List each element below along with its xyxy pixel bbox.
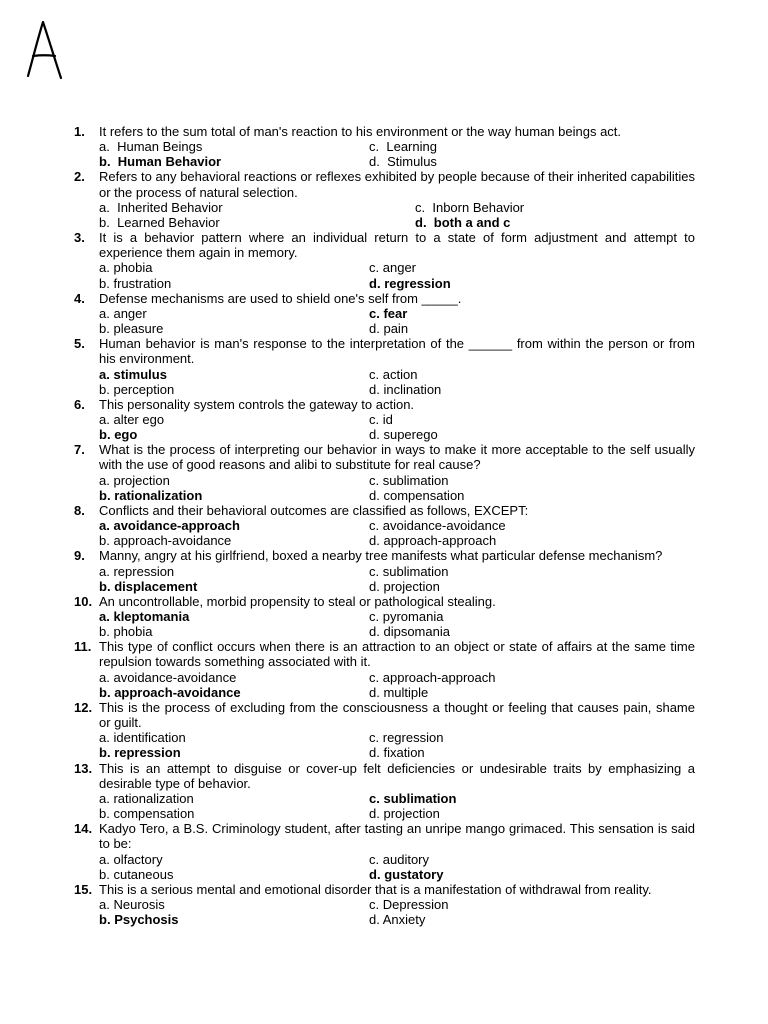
answer-options bbox=[99, 473, 695, 503]
option-letter: d. bbox=[369, 866, 381, 882]
option-b bbox=[99, 215, 415, 230]
question-text: This is a serious mental and emotional disorder that is a manifestation of withdrawal from reality. bbox=[99, 881, 652, 897]
option-text: alter ego bbox=[113, 411, 165, 427]
option-d bbox=[369, 533, 639, 548]
option-letter: b. bbox=[99, 427, 111, 443]
handwritten-letter-a bbox=[24, 18, 64, 80]
answer-options bbox=[99, 852, 695, 882]
question-6 bbox=[74, 397, 695, 442]
option-text: regression bbox=[382, 730, 444, 746]
question-number: 1. bbox=[74, 124, 85, 139]
question-11 bbox=[74, 639, 695, 700]
option-d bbox=[369, 154, 639, 169]
option-d bbox=[369, 427, 639, 442]
option-letter: c. bbox=[369, 139, 380, 155]
option-c bbox=[369, 609, 639, 624]
option-text: Depression bbox=[382, 896, 449, 912]
option-text: both a and c bbox=[433, 214, 511, 230]
question-15 bbox=[74, 882, 695, 927]
option-d bbox=[369, 624, 639, 639]
option-d-correct-answer bbox=[415, 215, 685, 230]
option-b-correct-answer bbox=[99, 427, 369, 442]
question-text: What is the process of interpreting our behavior in ways to make it more acceptable to the self usually with the use of good reasons and alibi to substitute for real cause? bbox=[99, 442, 695, 473]
option-text: multiple bbox=[383, 684, 429, 700]
option-letter: c. bbox=[369, 260, 380, 276]
question-1 bbox=[74, 124, 695, 169]
option-a bbox=[99, 670, 369, 685]
question-text: Conflicts and their behavioral outcomes are classified as follows, EXCEPT: bbox=[99, 502, 529, 518]
question-text: This is the process of excluding from the consciousness a thought or feeling that causes pain, shame or guilt. bbox=[99, 699, 695, 731]
option-text: fear bbox=[383, 305, 408, 321]
option-text: gustatory bbox=[384, 866, 444, 882]
option-letter: b. bbox=[99, 381, 110, 397]
option-letter: c. bbox=[369, 411, 380, 427]
answer-options bbox=[99, 609, 695, 639]
option-b bbox=[99, 382, 369, 397]
answer-options bbox=[99, 367, 695, 397]
answer-options bbox=[99, 730, 695, 760]
option-d bbox=[369, 321, 639, 336]
option-letter: a. bbox=[99, 563, 110, 579]
answer-options bbox=[99, 564, 695, 594]
question-number: 5. bbox=[74, 336, 85, 352]
option-letter: c. bbox=[369, 669, 380, 685]
option-letter: a. bbox=[99, 199, 110, 215]
option-letter: c. bbox=[369, 896, 380, 912]
option-text: avoidance-avoidance bbox=[382, 518, 506, 534]
option-letter: b. bbox=[99, 745, 111, 761]
option-text: Human Beings bbox=[117, 139, 203, 155]
option-text: identification bbox=[113, 730, 186, 746]
option-a bbox=[99, 852, 369, 867]
option-text: rationalization bbox=[113, 790, 194, 806]
option-a bbox=[99, 260, 369, 275]
option-text: approach-approach bbox=[382, 669, 496, 685]
option-text: stimulus bbox=[113, 366, 167, 382]
option-text: phobia bbox=[113, 260, 153, 276]
option-c bbox=[369, 367, 639, 382]
option-letter: a. bbox=[99, 518, 110, 534]
question-text: This type of conflict occurs when there is an attraction to an object or state of affairs at the same time repulsion towards something associated with it. bbox=[99, 639, 695, 670]
option-text: compensation bbox=[113, 806, 195, 822]
option-c bbox=[369, 260, 639, 275]
option-text: dipsomania bbox=[383, 624, 450, 640]
option-text: anger bbox=[382, 260, 416, 276]
option-text: pleasure bbox=[113, 321, 164, 337]
option-text: olfactory bbox=[113, 851, 163, 867]
option-letter: a. bbox=[99, 790, 110, 806]
question-number: 3. bbox=[74, 230, 85, 246]
option-text: cutaneous bbox=[113, 866, 174, 882]
option-letter: d. bbox=[369, 745, 380, 761]
question-13 bbox=[74, 761, 695, 822]
question-text: Manny, angry at his girlfriend, boxed a nearby tree manifests what particular defense mechanism? bbox=[99, 548, 663, 564]
question-text: Defense mechanisms are used to shield one's self from _____. bbox=[99, 290, 462, 306]
option-c bbox=[369, 897, 639, 912]
option-letter: b. bbox=[99, 912, 111, 928]
option-b bbox=[99, 806, 369, 821]
option-text: kleptomania bbox=[113, 609, 190, 624]
option-letter: c. bbox=[369, 609, 380, 624]
option-letter: b. bbox=[99, 321, 110, 337]
answer-options bbox=[99, 670, 695, 700]
option-letter: c. bbox=[415, 199, 426, 215]
answer-options bbox=[99, 518, 695, 548]
option-text: projection bbox=[113, 472, 170, 488]
option-letter: c. bbox=[369, 518, 380, 534]
option-d bbox=[369, 579, 639, 594]
option-letter: d. bbox=[369, 684, 380, 700]
option-b bbox=[99, 533, 369, 548]
option-text: repression bbox=[114, 745, 181, 761]
option-a-correct-answer bbox=[99, 367, 369, 382]
option-d bbox=[369, 912, 639, 927]
option-c bbox=[369, 564, 639, 579]
option-letter: b. bbox=[99, 578, 111, 594]
answer-options bbox=[99, 897, 695, 927]
option-text: pain bbox=[383, 321, 409, 337]
option-c bbox=[369, 670, 639, 685]
option-letter: d. bbox=[369, 533, 380, 549]
option-c bbox=[415, 200, 685, 215]
option-d bbox=[369, 745, 639, 760]
option-text: Stimulus bbox=[387, 154, 437, 170]
option-text: avoidance-approach bbox=[113, 518, 240, 534]
question-2 bbox=[74, 169, 695, 230]
option-letter: b. bbox=[99, 487, 111, 503]
option-letter: c. bbox=[369, 305, 380, 321]
option-text: Human Behavior bbox=[117, 154, 222, 170]
option-b bbox=[99, 321, 369, 336]
option-c-correct-answer bbox=[369, 306, 639, 321]
option-b bbox=[99, 624, 369, 639]
option-letter: d. bbox=[369, 154, 380, 170]
option-letter: d. bbox=[369, 275, 381, 291]
option-c bbox=[369, 730, 639, 745]
option-d bbox=[369, 806, 639, 821]
option-letter: c. bbox=[369, 851, 380, 867]
option-letter: a. bbox=[99, 609, 110, 624]
option-text: id bbox=[382, 411, 393, 427]
option-letter: b. bbox=[99, 214, 110, 230]
option-text: phobia bbox=[113, 624, 153, 640]
option-letter: b. bbox=[99, 866, 110, 882]
option-d-correct-answer bbox=[369, 867, 639, 882]
option-text: action bbox=[382, 366, 418, 382]
question-7 bbox=[74, 442, 695, 503]
option-text: Learned Behavior bbox=[117, 214, 220, 230]
option-letter: a. bbox=[99, 730, 110, 746]
option-text: rationalization bbox=[114, 487, 203, 503]
question-text: Human behavior is man's response to the interpretation of the ______ from within the person or from his environment. bbox=[99, 336, 695, 367]
question-text: Refers to any behavioral reactions or reflexes exhibited by people because of their inherited capabilities or the process of natural selection. bbox=[99, 169, 695, 200]
question-number: 2. bbox=[74, 169, 85, 185]
answer-options bbox=[99, 791, 695, 821]
question-text: Kadyo Tero, a B.S. Criminology student, after tasting an unripe mango grimaced. This sensation is said to be: bbox=[99, 821, 695, 852]
option-letter: b. bbox=[99, 624, 110, 640]
option-letter: a. bbox=[99, 669, 110, 685]
question-10 bbox=[74, 594, 695, 639]
option-c bbox=[369, 139, 639, 154]
option-a bbox=[99, 306, 369, 321]
option-letter: a. bbox=[99, 851, 110, 867]
question-3 bbox=[74, 230, 695, 291]
option-text: Neurosis bbox=[113, 896, 165, 912]
option-letter: d. bbox=[369, 381, 380, 397]
option-b bbox=[99, 276, 369, 291]
option-text: Learning bbox=[386, 139, 437, 155]
question-9 bbox=[74, 548, 695, 593]
option-a bbox=[99, 139, 369, 154]
option-text: sublimation bbox=[382, 563, 449, 579]
option-text: fixation bbox=[383, 745, 425, 761]
option-letter: d. bbox=[369, 912, 380, 928]
question-number: 12. bbox=[74, 699, 93, 715]
option-letter: a. bbox=[99, 366, 110, 382]
question-number: 15. bbox=[74, 881, 93, 897]
option-text: superego bbox=[383, 427, 438, 443]
answer-options bbox=[99, 260, 695, 290]
option-letter: a. bbox=[99, 411, 110, 427]
option-text: compensation bbox=[383, 487, 465, 503]
option-c bbox=[369, 852, 639, 867]
option-b-correct-answer bbox=[99, 745, 369, 760]
option-letter: a. bbox=[99, 896, 110, 912]
question-12 bbox=[74, 700, 695, 761]
answer-options bbox=[99, 306, 695, 336]
option-text: regression bbox=[384, 275, 451, 291]
option-d bbox=[369, 382, 639, 397]
option-letter: b. bbox=[99, 154, 111, 170]
question-8 bbox=[74, 503, 695, 548]
option-text: auditory bbox=[382, 851, 429, 867]
option-letter: b. bbox=[99, 806, 110, 822]
option-a-correct-answer bbox=[99, 609, 369, 624]
option-text: ego bbox=[114, 427, 138, 443]
question-text: This is an attempt to disguise or cover-up felt deficiencies or undesirable traits by emphasizing a desirable type of behavior. bbox=[99, 760, 695, 791]
option-text: sublimation bbox=[382, 472, 449, 488]
option-letter: b. bbox=[99, 275, 110, 291]
option-letter: a. bbox=[99, 305, 110, 321]
question-5 bbox=[74, 336, 695, 397]
option-letter: c. bbox=[369, 472, 380, 488]
option-d bbox=[369, 488, 639, 503]
option-text: projection bbox=[383, 578, 440, 594]
option-text: repression bbox=[113, 563, 175, 579]
option-letter: d. bbox=[369, 578, 380, 594]
option-letter: a. bbox=[99, 139, 110, 155]
option-text: inclination bbox=[383, 381, 442, 397]
option-letter: b. bbox=[99, 533, 110, 549]
option-text: avoidance-avoidance bbox=[113, 669, 237, 685]
option-d bbox=[369, 685, 639, 700]
option-a bbox=[99, 200, 415, 215]
option-text: Inherited Behavior bbox=[117, 199, 223, 215]
option-c bbox=[369, 412, 639, 427]
option-text: approach-avoidance bbox=[113, 533, 232, 549]
question-text: It is a behavior pattern where an individual return to a state of form adjustment and attempt to experience them again in memory. bbox=[99, 230, 695, 261]
question-number: 7. bbox=[74, 442, 85, 458]
quiz-list bbox=[74, 124, 695, 927]
option-a bbox=[99, 897, 369, 912]
question-text: This personality system controls the gateway to action. bbox=[99, 396, 415, 412]
option-letter: a. bbox=[99, 472, 110, 488]
option-a bbox=[99, 730, 369, 745]
option-d-correct-answer bbox=[369, 276, 639, 291]
option-text: Anxiety bbox=[382, 912, 426, 928]
option-a bbox=[99, 473, 369, 488]
option-c bbox=[369, 473, 639, 488]
option-b bbox=[99, 867, 369, 882]
question-4 bbox=[74, 291, 695, 336]
option-letter: a. bbox=[99, 260, 110, 276]
option-text: anger bbox=[113, 305, 147, 321]
option-text: Psychosis bbox=[114, 912, 179, 928]
option-b-correct-answer bbox=[99, 912, 369, 927]
question-number: 6. bbox=[74, 396, 85, 412]
option-c-correct-answer bbox=[369, 791, 639, 806]
option-b-correct-answer bbox=[99, 488, 369, 503]
option-text: displacement bbox=[114, 578, 198, 594]
option-letter: b. bbox=[99, 684, 111, 700]
option-text: approach-avoidance bbox=[114, 684, 241, 700]
question-number: 13. bbox=[74, 760, 93, 776]
question-number: 14. bbox=[74, 821, 93, 837]
option-letter: c. bbox=[369, 730, 380, 746]
question-number: 4. bbox=[74, 290, 85, 306]
option-text: projection bbox=[383, 806, 440, 822]
option-c bbox=[369, 518, 639, 533]
option-letter: d. bbox=[369, 427, 380, 443]
question-text: An uncontrollable, morbid propensity to steal or pathological stealing. bbox=[99, 593, 496, 609]
question-number: 10. bbox=[74, 593, 93, 609]
question-text: It refers to the sum total of man's reaction to his environment or the way human beings act. bbox=[99, 124, 622, 139]
option-letter: c. bbox=[369, 790, 380, 806]
option-text: frustration bbox=[113, 275, 172, 291]
option-letter: d. bbox=[369, 806, 380, 822]
option-text: perception bbox=[113, 381, 175, 397]
option-letter: d. bbox=[369, 321, 380, 337]
option-letter: c. bbox=[369, 366, 380, 382]
question-number: 9. bbox=[74, 548, 85, 564]
option-text: pyromania bbox=[382, 609, 444, 624]
option-b-correct-answer bbox=[99, 579, 369, 594]
option-text: Inborn Behavior bbox=[432, 199, 525, 215]
question-14 bbox=[74, 821, 695, 882]
option-b-correct-answer bbox=[99, 685, 369, 700]
answer-options bbox=[99, 200, 695, 230]
option-a bbox=[99, 791, 369, 806]
option-letter: c. bbox=[369, 563, 380, 579]
question-number: 8. bbox=[74, 502, 85, 518]
question-number: 11. bbox=[74, 639, 92, 655]
option-b-correct-answer bbox=[99, 154, 369, 169]
option-letter: d. bbox=[415, 214, 427, 230]
option-text: approach-approach bbox=[383, 533, 497, 549]
answer-options bbox=[99, 412, 695, 442]
option-a bbox=[99, 564, 369, 579]
option-letter: d. bbox=[369, 487, 380, 503]
option-a bbox=[99, 412, 369, 427]
option-text: sublimation bbox=[383, 790, 457, 806]
option-a-correct-answer bbox=[99, 518, 369, 533]
answer-options bbox=[99, 139, 695, 169]
option-letter: d. bbox=[369, 624, 380, 640]
